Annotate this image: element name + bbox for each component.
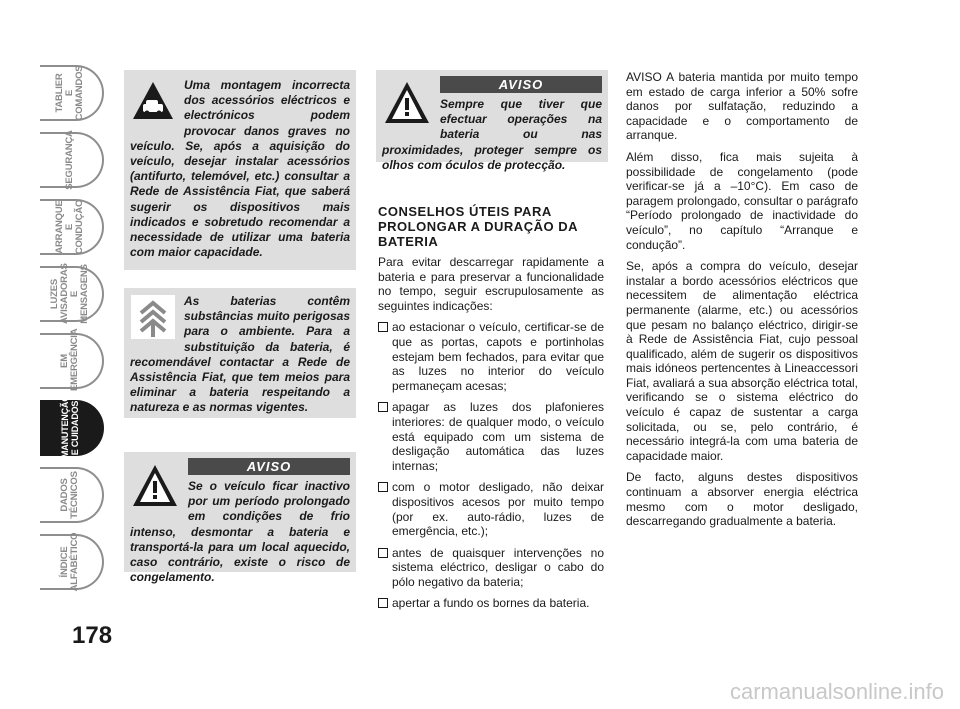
tab-label: TABLIER E COMANDOS bbox=[54, 65, 85, 121]
checkbox-bullet-icon bbox=[378, 402, 388, 412]
tab-emergencia[interactable] bbox=[40, 328, 104, 391]
watermark: carmanualsonline.info bbox=[729, 679, 944, 704]
tab-dados[interactable] bbox=[40, 467, 104, 523]
box-text: Se o veículo ficar inactivo por um período prolongado em condições de frio intenso, desmontar a bateria e transportá-la para um local aquecido, caso contrário, existe o risco de congelamento. bbox=[130, 479, 350, 585]
list-item-text: com o motor desligado, não deixar dispositivos acesos por muito tempo (por ex. auto-rádio, luzes de emergência, etc.); bbox=[392, 480, 604, 539]
paragraph: AVISO A bateria mantida por muito tempo em estado de carga inferior a 50% sofre danos por sulfatação, reduzindo a capacidade e o comportamento de arranque. bbox=[626, 70, 858, 143]
chapter-tabs bbox=[40, 65, 104, 601]
checkbox-bullet-icon bbox=[378, 322, 388, 332]
checkbox-bullet-icon bbox=[378, 548, 388, 558]
tab-indice[interactable] bbox=[40, 534, 104, 590]
paragraph: Além disso, fica mais sujeita à possibilidade de congelamento (pode verificar-se já a –10°C). Em caso de paragem prolongado, consultar o parágrafo “Período prolongado de inactividade do veículo”, no capítulo “Arranque e condução”. bbox=[626, 149, 858, 252]
list-item bbox=[378, 400, 604, 473]
tab-label: ÍNDICE ALFABÉTICO bbox=[59, 532, 80, 592]
tab-label: LUZES AVISADORAS E MENSAGENS bbox=[49, 263, 90, 324]
battery-tips-section bbox=[378, 204, 604, 618]
warning-triangle-icon bbox=[130, 458, 180, 514]
eye-protection-warning-box bbox=[376, 70, 608, 172]
tab-arranque[interactable] bbox=[40, 199, 104, 255]
battery-info-column bbox=[626, 70, 858, 536]
car-battery-warning-icon bbox=[130, 78, 176, 124]
tab-seguranca[interactable] bbox=[40, 132, 104, 188]
warning-triangle-icon bbox=[382, 76, 432, 130]
tab-label: ARRANQUE E CONDUÇÃO bbox=[54, 199, 85, 255]
list-item-text: antes de quaisquer intervenções no sistema eléctrico, desligar o cabo do pólo negativo da bateria; bbox=[392, 545, 604, 589]
recycle-tree-icon bbox=[130, 294, 176, 340]
checkbox-bullet-icon bbox=[378, 482, 388, 492]
aviso-title: AVISO bbox=[188, 458, 350, 475]
paragraph: De facto, alguns destes dispositivos continuam a absorver energia eléctrica mesmo com o motor desligado, descarregando gradualmente a bateria. bbox=[626, 470, 858, 529]
list-item-text: apertar a fundo os bornes da bateria. bbox=[392, 596, 590, 611]
cold-warning-box bbox=[124, 452, 356, 585]
tab-label: MANUTENÇÃO E CUIDADOS bbox=[60, 395, 80, 458]
environment-note bbox=[124, 288, 356, 418]
list-item bbox=[378, 596, 604, 611]
paragraph: Se, após a compra do veículo, desejar instalar a bordo acessórios eléctricos que necessitem de alimentação eléctrica permanente (alarme, etc.) ou acessórios que pesam no balanço eléctrico, dirigir-se à Rede de Assistência Fiat, cujo pessoal qualificado, além de sugerir os dispositivos mais idóneos pertencentes à Lineaccessori Fiat, avaliará a sua absorção eléctrica total, verificando se o sistema eléctrico do veículo é capaz de sustentar a carga solicitada, ou se, pelo contrário, é necessário integrá-la com uma bateria de capacidade maior. bbox=[626, 259, 858, 463]
box-text: Sempre que tiver que efectuar operações na bateria ou nas proximidades, proteger sempre os olhos com óculos de protecção. bbox=[382, 97, 602, 172]
tab-label: DADOS TÉCNICOS bbox=[59, 471, 80, 519]
page-number: 178 bbox=[72, 622, 113, 649]
battery-accessories-note bbox=[124, 70, 356, 270]
list-item bbox=[378, 320, 604, 393]
aviso-title: AVISO bbox=[440, 76, 602, 93]
list-item bbox=[378, 546, 604, 590]
tab-label: SEGURANÇA bbox=[64, 130, 75, 190]
tab-tablier[interactable] bbox=[40, 65, 104, 121]
box-text: Uma montagem incorrecta dos acessórios eléctricos e electrónicos podem provocar danos graves no veículo. Se, após a aquisição do veículo, desejar instalar acessórios (antifurto, telemóvel, etc.) consultar a Rede de Assistência Fiat, que saberá sugerir os dispositivos mais indicados e sobretudo recomendar a necessidade de utilizar uma bateria com maior capacidade. bbox=[130, 78, 350, 260]
tab-manutencao[interactable] bbox=[40, 395, 104, 458]
list-item-text: apagar as luzes dos plafonieres interiores: de qualquer modo, o veículo está equipado com um sistema de desligação automática das luzes internas; bbox=[392, 400, 604, 473]
list-item-text: ao estacionar o veículo, certificar-se de que as portas, capots e portinholas estejam bem fechados, para evitar que as luzes no interior do veículo permaneçam acesas; bbox=[392, 320, 604, 393]
list-item bbox=[378, 480, 604, 538]
tab-label: EM EMERGÊNCIA bbox=[59, 328, 80, 391]
section-heading: CONSELHOS ÚTEIS PARA PROLONGAR A DURAÇÃO DA BATERIA bbox=[378, 204, 578, 249]
section-intro: Para evitar descarregar rapidamente a bateria e para preservar a funcionalidade no tempo, seguir escrupulosamente as seguintes indicações: bbox=[378, 255, 604, 313]
checkbox-bullet-icon bbox=[378, 598, 388, 608]
box-text: As baterias contêm substâncias muito perigosas para o ambiente. Para a substituição da bateria, é recomendável contactar a Rede de Assistência Fiat, que tem meios para eliminar a bateria respeitando a natureza e as normas vigentes. bbox=[130, 294, 350, 415]
tab-luzes[interactable] bbox=[40, 263, 104, 324]
